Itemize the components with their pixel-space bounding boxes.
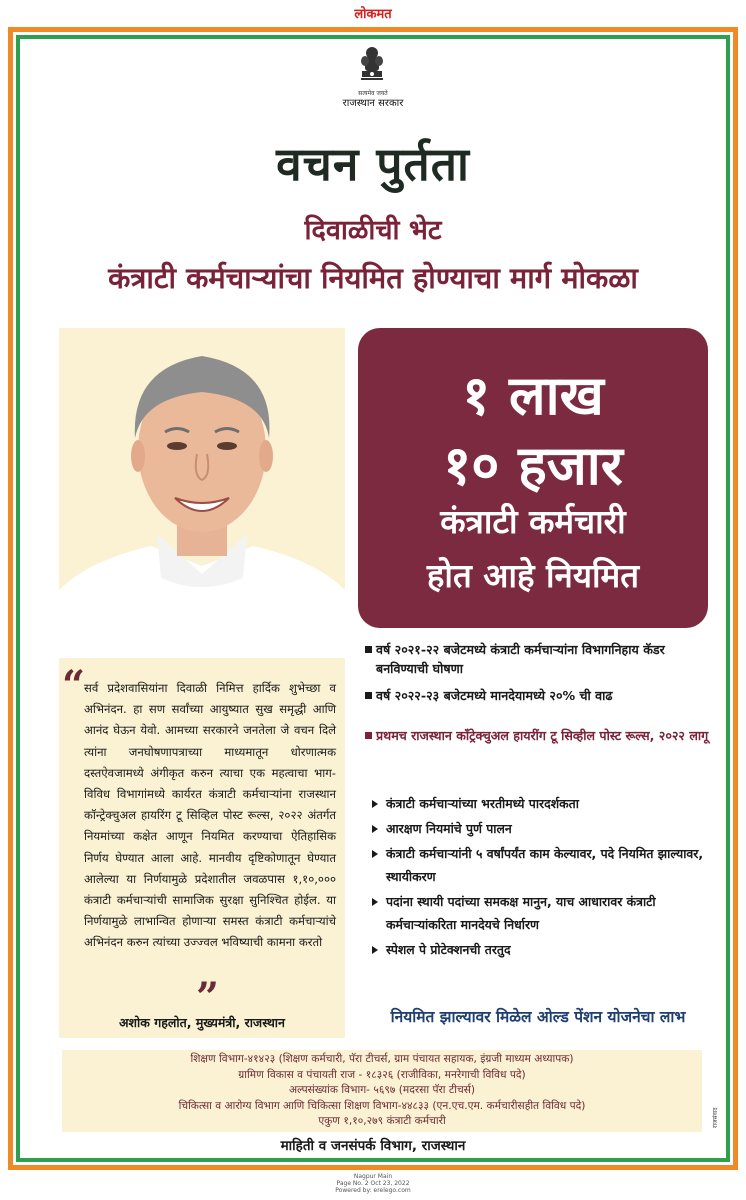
triangle-bullet-icon bbox=[372, 800, 378, 808]
stat-employees-label: कंत्राटी कर्मचारी bbox=[440, 502, 626, 541]
issuing-department: माहिती व जनसंपर्क विभाग, राजस्थान bbox=[280, 1138, 466, 1154]
budget-point bbox=[364, 686, 714, 705]
list-item-text: कंत्राटी कर्मचाऱ्यांनी ५ वर्षांपर्यंत काम केल्यावर, पदे नियमित झाल्यावर, स्थायीकरण bbox=[386, 846, 704, 884]
department-line: चिकित्सा व आरोग्य विभाग आणि चिकित्सा शिक्षण विभाग-४४८३३ (एन.एच.एम. कर्मचारीसहीत विविध पदे) bbox=[178, 1099, 586, 1112]
budget-point-text: वर्ष २०२२-२३ बजेटमध्ये मानदेयामध्ये २०% ची वाढ bbox=[376, 688, 613, 703]
list-item bbox=[370, 842, 715, 888]
national-emblem-icon bbox=[357, 44, 387, 88]
stat-count-thousand: १० हजार bbox=[443, 434, 623, 497]
list-item-text: स्पेशल पे प्रोटेक्शनची तरतुद bbox=[386, 942, 511, 957]
square-bullet-icon bbox=[365, 692, 372, 699]
side-credit: राजसंवाद bbox=[712, 1107, 719, 1128]
rules-benefit-list bbox=[370, 792, 715, 963]
triangle-bullet-icon bbox=[372, 850, 378, 858]
list-item bbox=[370, 792, 715, 815]
budget-point-text: वर्ष २०२१-२२ बजेटमध्ये कंत्राटी कर्मचाऱ्यांना विभागनिहाय कॅडर बनविण्याची घोषणा bbox=[376, 642, 665, 676]
rules-announcement-text: प्रथमच राजस्थान कॉंट्रेक्चुअल हायरींग टू सिव्हील पोस्ट रूल्स, २०२२ लागू bbox=[376, 728, 709, 743]
square-bullet-icon bbox=[365, 646, 372, 653]
pension-benefit-banner: नियमित झाल्यावर मिळेल ओल्ड पेंशन योजनेचा लाभ bbox=[390, 1008, 686, 1026]
triangle-bullet-icon bbox=[372, 898, 378, 906]
chief-minister-photo bbox=[59, 328, 345, 658]
department-line: अल्पसंख्यांक विभाग- ५६९७ (मदरसा पॅरा टीचर्स) bbox=[288, 1084, 476, 1096]
cm-signature: अशोक गहलोत, मुख्यमंत्री, राजस्थान bbox=[118, 1015, 285, 1030]
department-total: एकुण १,१०,२७९ कंत्राटी कर्मचारी bbox=[318, 1115, 446, 1127]
close-quote-icon: ” bbox=[196, 974, 220, 1021]
rules-announcement bbox=[364, 726, 714, 745]
list-item bbox=[370, 938, 715, 961]
page-title: वचन पुर्तता bbox=[276, 137, 470, 191]
triangle-bullet-icon bbox=[372, 825, 378, 833]
subheading-regularization: कंत्राटी कर्मचाऱ्यांचा नियमित होण्याचा मार्ग मोकळा bbox=[108, 261, 638, 295]
budget-points bbox=[364, 640, 714, 713]
department-breakdown bbox=[62, 1050, 702, 1132]
stat-count-lakh: १ लाख bbox=[462, 364, 604, 427]
government-name: राजस्थान सरकार bbox=[342, 98, 404, 109]
emblem-motto: सत्यमेव जयते bbox=[358, 90, 388, 97]
list-item bbox=[370, 890, 715, 936]
budget-point bbox=[364, 640, 714, 678]
cm-message-text: सर्व प्रदेशवासियांना दिवाळी निमित्त हार्दिक शुभेच्छा व अभिनंदन. हा सण सर्वांच्या आयुष्यात सुख समृद्धी आणि आनंद घेऊन येवो. आमच्या सरकारने जनतेला जे वचन दिले त्यांना जनघोषणापत्राच्या माध्यमातून धोरणात्मक दस्तऐवजामध्ये अंगीकृत करुन त्याचा एक महत्वाचा भाग- विविध विभागांमध्ये कार्यरत कंत्राटी कर्मचाऱ्यांना राजस्थान कॉन्ट्रेक्चुअल हायरिंग टू सिव्हिल पोस्ट रूल्स, २०२२ अंतर्गत नियमांच्या कक्षेत आणून नियमित करण्याचा ऐतिहासिक निर्णय घेण्यात आला आहे. मानवीय दृष्टिकोणातून घेण्यात आलेल्या या निर्णयामुळे प्रदेशातील जवळपास १,१०,००० कंत्राटी कर्मचाऱ्यांची सामाजिक सुरक्षा सुनिश्चित होईल. या निर्णयामुळे लाभान्वित होणाऱ्या समस्त कंत्राटी कर्मचाऱ्यांचे अभिनंदन करुन त्यांच्या उज्ज्वल भविष्याची कामना करतो bbox=[84, 681, 336, 950]
print-page-date: Page No. 2 Oct 23, 2022 bbox=[336, 1180, 410, 1187]
subheading-diwali-gift: दिवाळीची भेट bbox=[304, 215, 442, 246]
triangle-bullet-icon bbox=[372, 946, 378, 954]
department-line: शिक्षण विभाग-४१४२३ (शिक्षण कर्मचारी, पॅरा टीचर्स, ग्राम पंचायत सहायक, इंग्रजी माध्यम अध्यापक) bbox=[190, 1053, 574, 1065]
print-edition: Nagpur Main bbox=[353, 1173, 393, 1180]
stat-banner bbox=[358, 328, 708, 628]
list-item bbox=[370, 817, 715, 840]
open-quote-icon: “ bbox=[62, 662, 86, 709]
department-line: ग्रामिण विकास व पंचायती राज - १८३२६ (राजीविका, मनरेगाची विविध पदे) bbox=[238, 1068, 526, 1081]
print-powered-by: Powered by: erelego.com bbox=[335, 1187, 411, 1194]
list-item-text: कंत्राटी कर्मचाऱ्यांच्या भरतीमध्ये पारदर्शकता bbox=[386, 796, 579, 811]
print-info bbox=[0, 1173, 746, 1194]
newspaper-masthead: लोकमत bbox=[354, 7, 392, 22]
stat-regularized-label: होत आहे नियमित bbox=[426, 556, 640, 595]
square-bullet-icon bbox=[365, 732, 372, 739]
list-item-text: आरक्षण नियमांचे पुर्ण पालन bbox=[386, 821, 512, 836]
list-item-text: पदांना स्थायी पदांच्या समकक्ष मानुन, याच आधारावर कंत्राटी कर्मचाऱ्यांकरिता मानदेयचे निर्धारण bbox=[386, 894, 656, 932]
